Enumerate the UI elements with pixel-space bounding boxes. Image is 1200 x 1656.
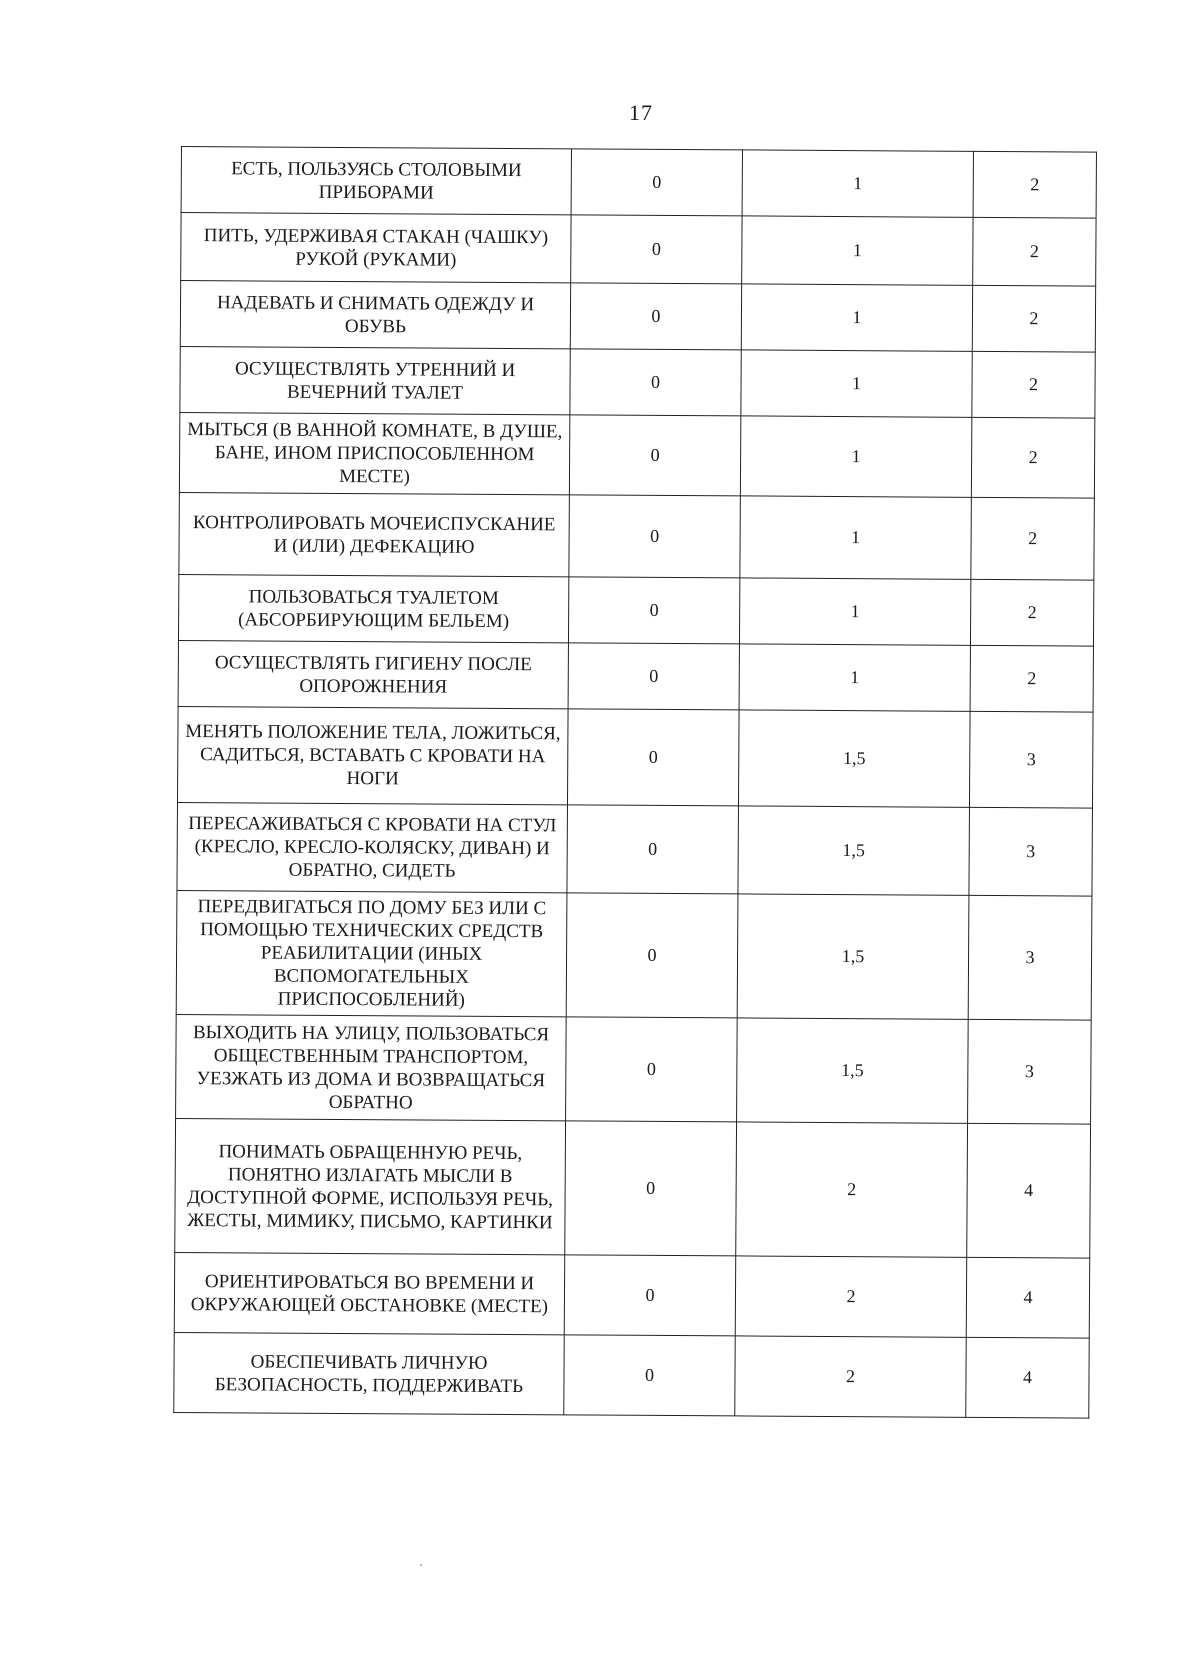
score-full-cell: 2 (970, 645, 1093, 712)
activity-cell: ПЕРЕДВИГАТЬСЯ ПО ДОМУ БЕЗ ИЛИ С ПОМОЩЬЮ ТЕХНИЧЕСКИХ СРЕДСТВ РЕАБИЛИТАЦИИ (ИНЫХ ВСПОМОГАТЕЛЬНЫХ ПРИСПОСОБЛЕНИЙ) (176, 890, 567, 1016)
score-none-cell: 0 (571, 149, 742, 216)
score-partial-cell: 1 (741, 350, 972, 417)
score-partial-cell: 1 (742, 216, 973, 285)
score-none-cell: 0 (570, 349, 741, 416)
score-partial-cell: 1 (739, 578, 970, 645)
score-partial-cell: 1 (740, 416, 971, 497)
score-partial-cell: 1,5 (738, 710, 970, 807)
score-full-cell: 2 (972, 351, 1095, 418)
table-row (175, 1118, 1091, 1258)
table-row (181, 147, 1096, 219)
activity-cell: ОБЕСПЕЧИВАТЬ ЛИЧНУЮ БЕЗОПАСНОСТЬ, ПОДДЕРЖИВАТЬ (174, 1332, 564, 1414)
score-full-cell: 2 (970, 579, 1093, 646)
activity-cell: ЕСТЬ, ПОЛЬЗУЯСЬ СТОЛОВЫМИ ПРИБОРАМИ (181, 147, 571, 215)
scan-artifact (420, 1564, 422, 1566)
score-none-cell: 0 (569, 415, 740, 496)
score-none-cell: 0 (571, 215, 742, 284)
score-full-cell: 3 (968, 1019, 1092, 1124)
table-row (179, 412, 1094, 498)
score-none-cell: 0 (564, 1335, 735, 1416)
score-full-cell: 2 (971, 497, 1094, 580)
score-partial-cell: 1,5 (737, 894, 969, 1019)
score-none-cell: 0 (566, 1017, 738, 1122)
table-row (174, 1332, 1089, 1418)
table-row (174, 1252, 1089, 1338)
score-partial-cell: 1,5 (738, 806, 970, 895)
score-partial-cell: 1 (740, 496, 971, 579)
score-partial-cell: 2 (736, 1122, 968, 1257)
score-none-cell: 0 (564, 1255, 735, 1336)
activity-cell: НАДЕВАТЬ И СНИМАТЬ ОДЕЖДУ И ОБУВЬ (180, 281, 570, 349)
table-row (177, 706, 1093, 808)
table-row (179, 492, 1094, 580)
score-full-cell: 3 (968, 895, 1092, 1020)
score-partial-cell: 1 (741, 284, 972, 351)
score-none-cell: 0 (567, 805, 739, 894)
activity-score-table (173, 146, 1097, 1419)
score-none-cell: 0 (570, 283, 741, 350)
activity-cell: ПОЛЬЗОВАТЬСЯ ТУАЛЕТОМ (АБСОРБИРУЮЩИМ БЕЛЬЕМ) (178, 574, 568, 642)
score-partial-cell: 2 (735, 1336, 966, 1417)
activity-cell: ПЕРЕСАЖИВАТЬСЯ С КРОВАТИ НА СТУЛ (КРЕСЛО, КРЕСЛО-КОЛЯСКУ, ДИВАН) И ОБРАТНО, СИДЕТЬ (177, 802, 568, 892)
table-row (181, 213, 1096, 287)
score-partial-cell: 2 (735, 1256, 966, 1337)
table-row (180, 281, 1095, 353)
activity-cell: ОРИЕНТИРОВАТЬСЯ ВО ВРЕМЕНИ И ОКРУЖАЮЩЕЙ ОБСТАНОВКЕ (МЕСТЕ) (174, 1252, 564, 1334)
score-partial-cell: 1 (742, 150, 973, 217)
activity-cell: ПОНИМАТЬ ОБРАЩЕННУЮ РЕЧЬ, ПОНЯТНО ИЗЛАГАТЬ МЫСЛИ В ДОСТУПНОЙ ФОРМЕ, ИСПОЛЬЗУЯ РЕЧЬ, ЖЕСТЫ, МИМИКУ, ПИСЬМО, КАРТИНКИ (175, 1118, 566, 1254)
table-row (178, 574, 1093, 646)
activity-cell: МЕНЯТЬ ПОЛОЖЕНИЕ ТЕЛА, ЛОЖИТЬСЯ, САДИТЬСЯ, ВСТАВАТЬ С КРОВАТИ НА НОГИ (177, 706, 568, 804)
score-full-cell: 4 (967, 1123, 1091, 1258)
score-none-cell: 0 (569, 495, 740, 578)
score-full-cell: 4 (966, 1337, 1089, 1418)
activity-cell: ПИТЬ, УДЕРЖИВАЯ СТАКАН (ЧАШКУ) РУКОЙ (РУКАМИ) (181, 213, 571, 283)
score-full-cell: 3 (969, 807, 1093, 896)
score-none-cell: 0 (565, 1121, 737, 1256)
score-full-cell: 2 (973, 217, 1096, 286)
table-body (174, 147, 1097, 1419)
score-none-cell: 0 (568, 577, 739, 644)
score-full-cell: 2 (972, 285, 1095, 352)
table-row (176, 890, 1092, 1020)
activity-cell: МЫТЬСЯ (В ВАННОЙ КОМНАТЕ, В ДУШЕ, БАНЕ, ИНОМ ПРИСПОСОБЛЕННОМ МЕСТЕ) (179, 412, 569, 494)
score-full-cell: 2 (971, 417, 1094, 498)
score-partial-cell: 1 (739, 644, 970, 711)
page-number: 17 (629, 100, 653, 125)
score-full-cell: 4 (966, 1257, 1089, 1338)
score-full-cell: 2 (973, 151, 1096, 218)
activity-cell: ОСУЩЕСТВЛЯТЬ УТРЕННИЙ И ВЕЧЕРНИЙ ТУАЛЕТ (180, 346, 570, 414)
score-none-cell: 0 (566, 893, 738, 1018)
table-row (176, 1014, 1092, 1124)
activity-cell: ВЫХОДИТЬ НА УЛИЦУ, ПОЛЬЗОВАТЬСЯ ОБЩЕСТВЕННЫМ ТРАНСПОРТОМ, УЕЗЖАТЬ ИЗ ДОМА И ВОЗВРАЩАТЬСЯ ОБРАТНО (176, 1014, 567, 1120)
score-full-cell: 3 (969, 711, 1093, 808)
table-row (178, 640, 1093, 712)
table-row (180, 346, 1095, 418)
score-partial-cell: 1,5 (737, 1018, 969, 1123)
score-none-cell: 0 (567, 709, 739, 806)
activity-cell: КОНТРОЛИРОВАТЬ МОЧЕИСПУСКАНИЕ И (ИЛИ) ДЕФЕКАЦИЮ (179, 492, 569, 576)
activity-cell: ОСУЩЕСТВЛЯТЬ ГИГИЕНУ ПОСЛЕ ОПОРОЖНЕНИЯ (178, 640, 568, 708)
score-none-cell: 0 (568, 643, 739, 710)
table-row (177, 802, 1093, 896)
